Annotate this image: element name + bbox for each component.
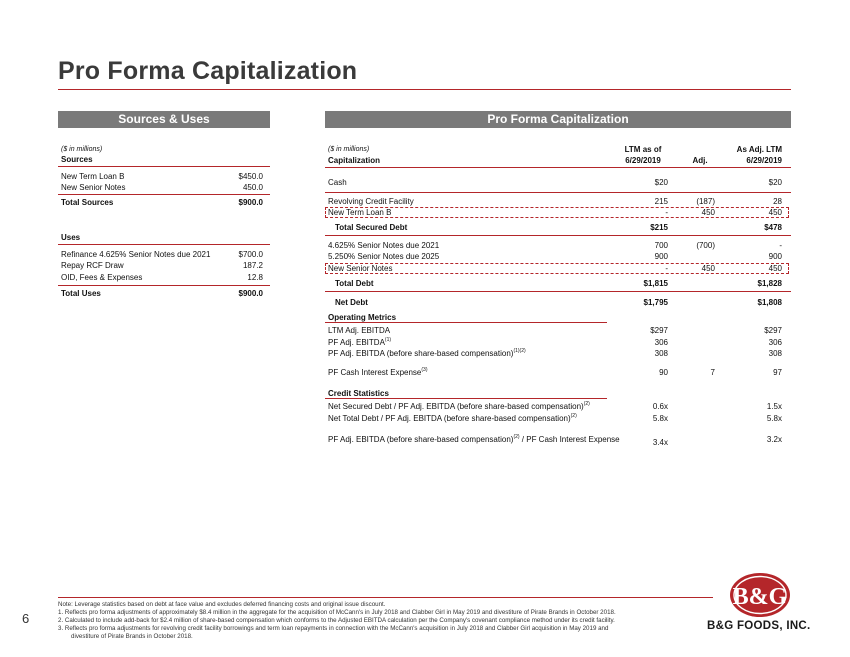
asadj-value: 1.5x	[766, 402, 782, 411]
logo-wordmark: B&G FOODS, INC.	[707, 620, 811, 632]
sources-uses-band: Sources & Uses	[58, 111, 270, 128]
operating-metrics-header: Operating Metrics	[328, 313, 397, 322]
ltm-value: -	[665, 208, 668, 217]
adj-value: 7	[710, 368, 715, 377]
ltm-value: 0.6x	[652, 402, 668, 411]
row-label: LTM Adj. EBITDA	[328, 326, 391, 335]
asadj-value: -	[779, 241, 782, 250]
divider	[58, 194, 270, 195]
asadj-value: 450	[768, 208, 782, 217]
ltm-value: -	[665, 264, 668, 273]
total-uses-label: Total Uses	[61, 289, 101, 298]
asadj-value: $1,808	[757, 298, 782, 307]
row-label: 4.625% Senior Notes due 2021	[328, 241, 440, 250]
col-ltm-top: LTM as of	[624, 145, 662, 154]
footer-divider	[58, 597, 713, 598]
logo-mark: B&G	[732, 584, 788, 610]
asadj-value: 5.8x	[766, 414, 782, 423]
row-label: Total Secured Debt	[335, 223, 408, 232]
footnote-1: 1. Reflects pro forma adjustments of approximately $8.4 million in the aggregate for the acquisition of McCann's in July 2018 and Clabber Girl in May 2019 and divestiture of Pirate Brands in October 2018.	[58, 609, 616, 616]
adj-value: 450	[701, 208, 715, 217]
ltm-value: 90	[659, 368, 668, 377]
ltm-value: 306	[654, 338, 668, 347]
row-label: PF Adj. EBITDA$^{(1)}$	[328, 337, 392, 347]
uses-header: Uses	[61, 233, 81, 242]
asadj-value: 97	[773, 368, 782, 377]
sources-unit-note: ($ in millions)	[61, 146, 103, 153]
divider	[58, 244, 270, 245]
divider	[58, 166, 270, 167]
page-number: 6	[22, 611, 30, 626]
row-label: Total Debt	[335, 279, 374, 288]
row-label: Net Debt	[335, 298, 368, 307]
asadj-value: 450	[768, 264, 782, 273]
total-sources-value: $900.0	[238, 198, 263, 207]
ltm-value: 3.4x	[652, 438, 668, 447]
asadj-value: $1,828	[757, 279, 782, 288]
col-ltm-date: 6/29/2019	[625, 156, 661, 165]
ltm-value: $1,815	[643, 279, 668, 288]
source-label: New Senior Notes	[61, 183, 126, 192]
adj-value: (187)	[696, 197, 715, 206]
total-uses-value: $900.0	[238, 289, 263, 298]
divider	[325, 167, 791, 168]
col-asadj-date: 6/29/2019	[746, 156, 782, 165]
divider	[325, 235, 791, 236]
ltm-value: 5.8x	[652, 414, 668, 423]
asadj-value: 28	[773, 197, 782, 206]
row-label: Cash	[328, 178, 347, 187]
asadj-value: 3.2x	[766, 435, 782, 444]
col-adj: Adj.	[692, 156, 708, 165]
cap-header: Capitalization	[328, 156, 381, 165]
footnote-note: Note: Leverage statistics based on debt at face value and excludes deferred financing costs and original issue discount.	[58, 601, 386, 608]
footnote-3: 3. Reflects pro forma adjustments for revolving credit facility borrowings and term loan repayments in connection with the McCann's acquisition in July 2018 and Clabber Girl acquisition in May 2019 and	[58, 625, 609, 632]
row-label: Net Total Debt / PF Adj. EBITDA (before share-based compensation)$^{(2)}$	[328, 413, 577, 423]
ltm-value: $20	[654, 178, 668, 187]
use-value: $700.0	[238, 250, 263, 259]
footnote-2: 2. Calculated to include add-back for $2.4 million of share-based compensation which conforms to the Adjusted EBITDA calculation per the Company's covenant compliance method under its credit facility.	[58, 617, 615, 624]
page-title: Pro Forma Capitalization	[58, 57, 358, 85]
adj-value: 450	[701, 264, 715, 273]
total-sources-label: Total Sources	[61, 198, 114, 207]
row-label: 5.250% Senior Notes due 2025	[328, 252, 440, 261]
cap-unit-note: ($ in millions)	[328, 146, 370, 153]
divider	[325, 398, 607, 399]
source-label: New Term Loan B	[61, 172, 125, 181]
use-label: OID, Fees & Expenses	[61, 273, 143, 282]
credit-statistics-header: Credit Statistics	[328, 389, 389, 398]
use-value: 187.2	[242, 261, 263, 270]
asadj-value: $478	[764, 223, 782, 232]
ltm-value: $215	[650, 223, 668, 232]
row-label: New Senior Notes	[328, 264, 393, 273]
ltm-value: $297	[650, 326, 668, 335]
sources-header: Sources	[61, 155, 93, 164]
title-divider	[58, 89, 791, 90]
row-label: Revolving Credit Facility	[328, 197, 414, 206]
use-label: Refinance 4.625% Senior Notes due 2021	[61, 250, 211, 259]
asadj-value: 306	[768, 338, 782, 347]
row-label: PF Adj. EBITDA (before share-based compensation)$^{(2)}$ / PF Cash Interest Expense	[328, 434, 620, 444]
use-value: 12.8	[247, 273, 263, 282]
asadj-value: 900	[768, 252, 782, 261]
ltm-value: 215	[654, 197, 668, 206]
row-label: PF Adj. EBITDA (before share-based compensation)$^{(1)(2)}$	[328, 348, 526, 358]
asadj-value: $297	[764, 326, 782, 335]
divider	[325, 291, 791, 292]
capitalization-band: Pro Forma Capitalization	[325, 111, 791, 128]
row-label: New Term Loan B	[328, 208, 392, 217]
divider	[325, 192, 791, 193]
ltm-value: 900	[654, 252, 668, 261]
asadj-value: 308	[768, 349, 782, 358]
source-value: $450.0	[238, 172, 263, 181]
ltm-value: $1,795	[643, 298, 668, 307]
adj-value: (700)	[696, 241, 715, 250]
asadj-value: $20	[768, 178, 782, 187]
row-label: PF Cash Interest Expense$^{(3)}$	[328, 367, 428, 377]
ltm-value: 308	[654, 349, 668, 358]
footnote-3-cont: divestiture of Pirate Brands in October 2018.	[71, 633, 193, 640]
divider	[325, 322, 607, 323]
row-label: Net Secured Debt / PF Adj. EBITDA (before share-based compensation)$^{(2)}$	[328, 401, 590, 411]
source-value: 450.0	[242, 183, 263, 192]
use-label: Repay RCF Draw	[61, 261, 124, 270]
col-asadj-top: As Adj. LTM	[736, 145, 782, 154]
ltm-value: 700	[654, 241, 668, 250]
divider	[58, 285, 270, 286]
